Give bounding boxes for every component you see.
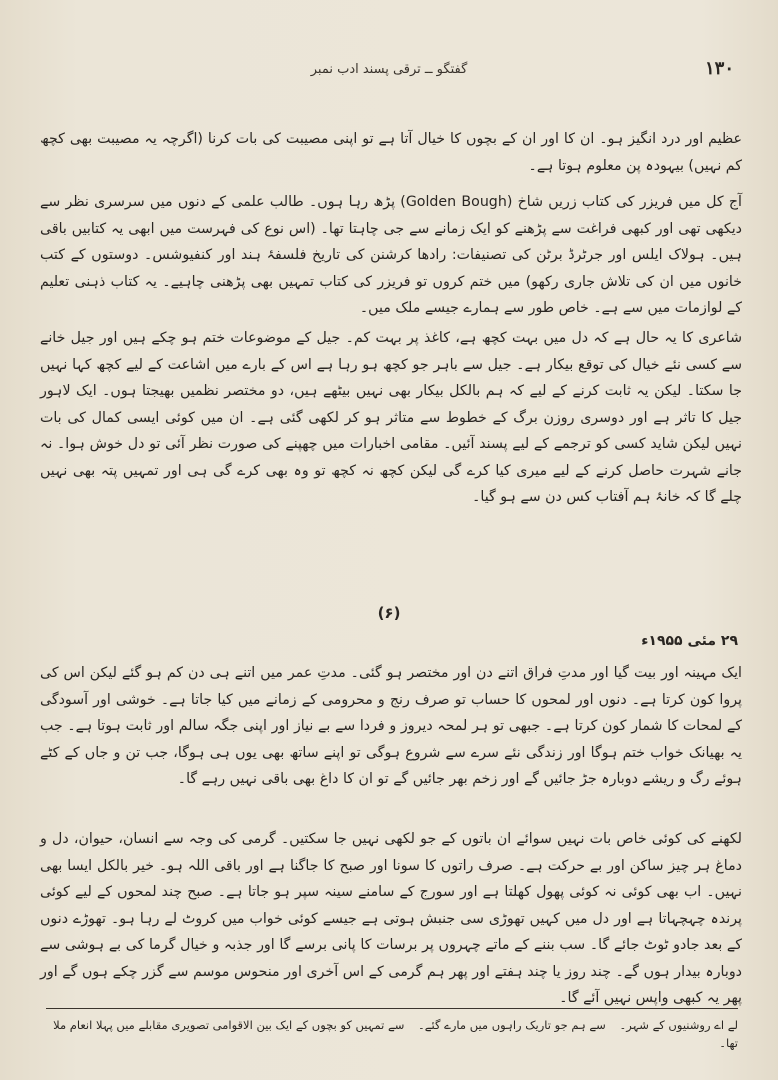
- running-title: گفتگو ــ ترقی پسند ادب نمبر: [310, 62, 468, 77]
- paragraph: عظیم اور درد انگیز ہو۔ ان کا اور ان کے بچوں کا خیال آتا ہے تو اپنی مصیبت کی بات کرنا (اگرچہ یہ مصیبت بھی کچھ کم نہیں) بیہودہ پن معلوم ہوتا ہے۔: [40, 131, 742, 174]
- footnote: سے تمہیں کو بچوں کے ایک بین الاقوامی تصویری مقابلے میں پہلا انعام ملا تھا۔: [53, 1018, 738, 1050]
- letter-paragraph-block: [40, 826, 742, 1012]
- page-number: ۱۳۰: [704, 58, 734, 79]
- paragraph: شاعری کا یہ حال ہے کہ دل میں بہت کچھ ہے، کاغذ پر بہت کم۔ جیل کے موضوعات ختم ہو چکے ہیں اور جیل خانے سے کسی نئے خیال کی توقع بیکار ہے۔ جیل سے باہر جو کچھ ہو رہا ہے اس کے بارے میں اشاعت کے لیے کچھ کہا نہیں جا سکتا۔ لیکن یہ ثابت کرنے کے لیے کہ ہم بالکل بیکار بھی نہیں بیٹھے ہیں، دو مختصر نظمیں بھیجتا ہوں۔ ایک لاہور جیل کا تاثر ہے اور دوسری روزن برگ کے خطوط سے متاثر ہو کر لکھی گئی ہے۔ ان میں کوئی ایسی کمال کی بات نہیں لیکن شاید کسی کو ترجمے کے لیے پسند آئیں۔ مقامی اخبارات میں چھپنے کی صورت نظر آئی تو دل خوش ہوا۔ نہ جانے شہرت حاصل کرنے کے لیے میری کیا کرے گی لیکن کچھ نہ کچھ تو وہ بھی کرے گی ہی اور تمہیں پتہ بھی نہیں چلے گا کہ خانۂ ہم آفتاب کس دن سے ہو گیا۔: [40, 330, 742, 505]
- footnote: سے ہم جو تاریک راہوں میں مارے گئے۔: [418, 1018, 606, 1032]
- paragraph: لکھنے کی کوئی خاص بات نہیں سوائے ان باتوں کے جو لکھی نہیں جا سکتیں۔ گرمی کی وجہ سے انسان، حیوان، دل و دماغ ہر چیز ساکن اور بے حرکت ہے۔ صرف راتوں کا سونا اور صبح کا جاگنا ہے اور باقی اللہ ہو۔ خیر بالکل ایسا بھی نہیں۔ اب بھی کوئی نہ کوئی پھول کھلتا ہے اور سورج کے سامنے سینہ سپر ہو جاتا ہے۔ صبح چند لمحوں کے لیے کوئی پرندہ چہچہاتا ہے اور دل میں کہیں تھوڑی سی جنبش ہوتی ہے جیسے کوئی خواب میں کروٹ لے رہا ہو۔ تھوڑے دنوں کے بعد جادو ٹوٹ جائے گا۔ سب بننے کے ماتے چہروں پر برسات کا پانی برسے گا اور جذبہ و خیال گرما کی بے ہوشی سے دوبارہ بیدار ہوں گے۔ چند روز یا چند ہفتے اور پھر ہم گرمی کے اس آخری اور منحوس موسم سے گزر چکے ہوں گے اور پھر یہ کبھی واپس نہیں آئے گا۔: [40, 831, 742, 1006]
- footnote: لے اے روشنیوں کے شہر۔: [619, 1018, 738, 1032]
- opening-paragraphs: [40, 126, 742, 322]
- letter-paragraph-block: [40, 660, 742, 793]
- letter-number: (۶): [377, 604, 401, 622]
- paragraph: ایک مہینہ اور بیت گیا اور مدتِ فراق اتنے دن اور مختصر ہو گئی۔ مدتِ عمر میں اتنے ہی دن کم ہو گئے لیکن اس کی پروا کون کرتا ہے۔ دنوں اور لمحوں کا حساب تو صرف رنج و محرومی کے زمانے میں کیا جاتا ہے۔ خوشی اور آسودگی کے لمحات کا شمار کون کرتا ہے۔ جبھی تو ہر لمحہ دیروز و فردا سے بے نیاز اور اپنی جگہ سالم اور ثابت ہوتا ہے۔ جب یہ بھیانک خواب ختم ہوگا اور زندگی نئے سرے سے شروع ہوگی تو اپنے ساتھ بھی یوں ہی ہوگا، جب تن و جاں کے کٹے ہوئے رگ و ریشے دوبارہ جڑ جائیں گے اور زخم بھر جائیں گے تو ان کا داغ بھی باقی نہیں رہے گا۔: [40, 665, 742, 787]
- paragraph: آج کل میں فریزر کی کتاب زریں شاخ (Golden Bough) پڑھ رہا ہوں۔ طالب علمی کے دنوں میں سرسری نظر سے دیکھی تھی اور کبھی فراغت سے پڑھنے کو ایک زمانے سے جی چاہتا تھا۔ (اس نوع کی فہرست میں ابھی یہ کتابیں باقی ہیں۔ ہولاک ایلس اور جرٹرڈ برٹن کی تصنیفات: رادھا کرشنن کی تاریخ فلسفۂ ہند اور کنفیوشس۔ دوستوں کے کتب خانوں میں ان کی تلاش جاری رکھو) میں ختم کروں تو فریزر کی کتاب تمہیں بھی پڑھنی چاہیے۔ یہ کتاب ذہنی تعلیم کے لوازمات میں سے ہے۔ خاص طور سے ہمارے جیسے ملک میں۔: [40, 194, 742, 316]
- page-header: [0, 58, 778, 88]
- letter-date: ۲۹ مئی ۱۹۵۵ء: [641, 633, 738, 649]
- poetry-paragraph-block: [40, 325, 742, 511]
- footnote-divider: [46, 1008, 738, 1009]
- footnotes: [40, 1016, 738, 1052]
